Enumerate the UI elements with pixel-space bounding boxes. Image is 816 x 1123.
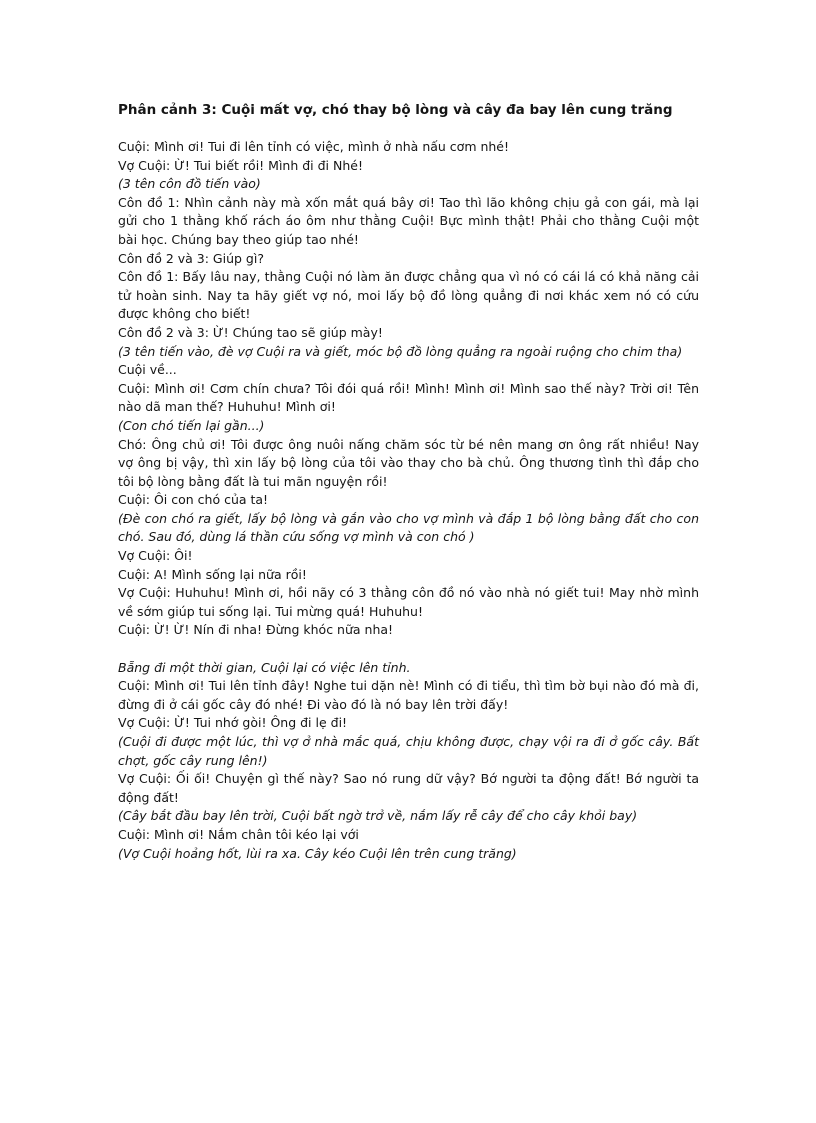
dialogue-line: Côn đồ 2 và 3: Ừ! Chúng tao sẽ giúp mày! [118,324,383,340]
stage-direction: (3 tên tiến vào, đè vợ Cuội ra và giết, móc bộ đồ lòng quẳng ra ngoài ruộng cho chim tha) [118,343,683,359]
dialogue-line: Côn đồ 1: Bấy lâu nay, thằng Cuội nó làm ăn được chẳng qua vì nó có cái lá có khả năng cải tử hoàn sinh. Nay ta hãy giết vợ nó, moi lấy bộ đồ lòng quẳng đi nơi khác xem nó có cứu được không cho biết! [118,269,699,322]
dialogue-line: Vợ Cuội: Ối ối! Chuyện gì thế này? Sao nó rung dữ vậy? Bớ người ta động đất! Bớ người ta động đất! [118,771,699,805]
dialogue-line: Cuội: A! Mình sống lại nữa rồi! [118,566,307,582]
stage-direction: (Con chó tiến lại gần...) [118,417,265,433]
stage-direction: (Cây bắt đầu bay lên trời, Cuội bất ngờ trở về, nắm lấy rễ cây để cho cây khỏi bay) [118,808,638,824]
dialogue-line: Cuội: Ừ! Ừ! Nín đi nha! Đừng khóc nữa nha! [118,622,394,638]
stage-direction: Bẵng đi một thời gian, Cuội lại có việc lên tỉnh. [118,659,411,675]
stage-direction: (Vợ Cuội hoảng hốt, lùi ra xa. Cây kéo Cuội lên trên cung trăng) [118,845,517,861]
dialogue-line: Côn đồ 1: Nhìn cảnh này mà xốn mắt quá bây ơi! Tao thì lão không chịu gả con gái, mà lại gửi cho 1 thằng khố rách áo ôm như thằng Cuội! Bực mình thật! Phải cho thằng Cuội một bài học. Chúng bay theo giúp tao nhé! [118,194,699,247]
stage-direction: (Cuội đi được một lúc, thì vợ ở nhà mắc quá, chịu không được, chạy vội ra đi ở gốc cây. Bất chợt, gốc cây rung lên!) [118,734,699,768]
dialogue-line: Cuội: Mình ơi! Cơm chín chưa? Tôi đói quá rồi! Mình! Mình ơi! Mình sao thế này? Trời ơi! Tên nào dã man thế? Huhuhu! Mình ơi! [118,380,699,415]
dialogue-line: Vợ Cuội: Huhuhu! Mình ơi, hồi nãy có 3 thằng côn đồ nó vào nhà nó giết tui! May nhờ mình về sớm giúp tui sống lại. Tui mừng quá! Huhuhu! [118,585,699,619]
scene-title: Phân cảnh 3: Cuội mất vợ, chó thay bộ lòng và cây đa bay lên cung trăng [118,102,673,118]
script-body [118,138,699,863]
dialogue-line: Vợ Cuội: Ừ! Tui biết rồi! Mình đi đi Nhé! [118,157,363,173]
document-content [118,101,699,863]
stage-direction: (3 tên côn đồ tiến vào) [118,176,261,192]
dialogue-line: Chó: Ông chủ ơi! Tôi được ông nuôi nấng chăm sóc từ bé nên mang ơn ông rất nhiều! Nay vợ ông bị vậy, thì xin lấy bộ lòng của tôi vào thay cho bà chủ. Ông thương tình thì đắp cho tôi bộ lòng bằng đất là tui mãn nguyện rồi! [118,436,699,489]
dialogue-line: Vợ Cuội: Ừ! Tui nhớ gòi! Ông đi lẹ đi! [118,715,348,731]
dialogue-line: Cuội: Mình ơi! Nắm chân tôi kéo lại với [118,826,359,842]
dialogue-line: Cuội về... [118,362,177,378]
dialogue-line: Côn đồ 2 và 3: Giúp gì? [118,250,264,266]
dialogue-line: Cuội: Mình ơi! Tui đi lên tỉnh có việc, mình ở nhà nấu cơm nhé! [118,139,510,154]
dialogue-line: Vợ Cuội: Ôi! [118,548,193,564]
dialogue-line: Cuội: Ôi con chó của ta! [118,492,269,508]
dialogue-line: Cuội: Mình ơi! Tui lên tỉnh đây! Nghe tui dặn nè! Mình có đi tiểu, thì tìm bờ bụi nào đó mà đi, đừng đi ở cái gốc cây đó nhé! Đi vào đó là nó bay lên trời đấy! [118,678,699,712]
stage-direction: (Đè con chó ra giết, lấy bộ lòng và gắn vào cho vợ mình và đắp 1 bộ lòng bằng đất cho con chó. Sau đó, dùng lá thần cứu sống vợ mình và con chó ) [118,510,699,545]
